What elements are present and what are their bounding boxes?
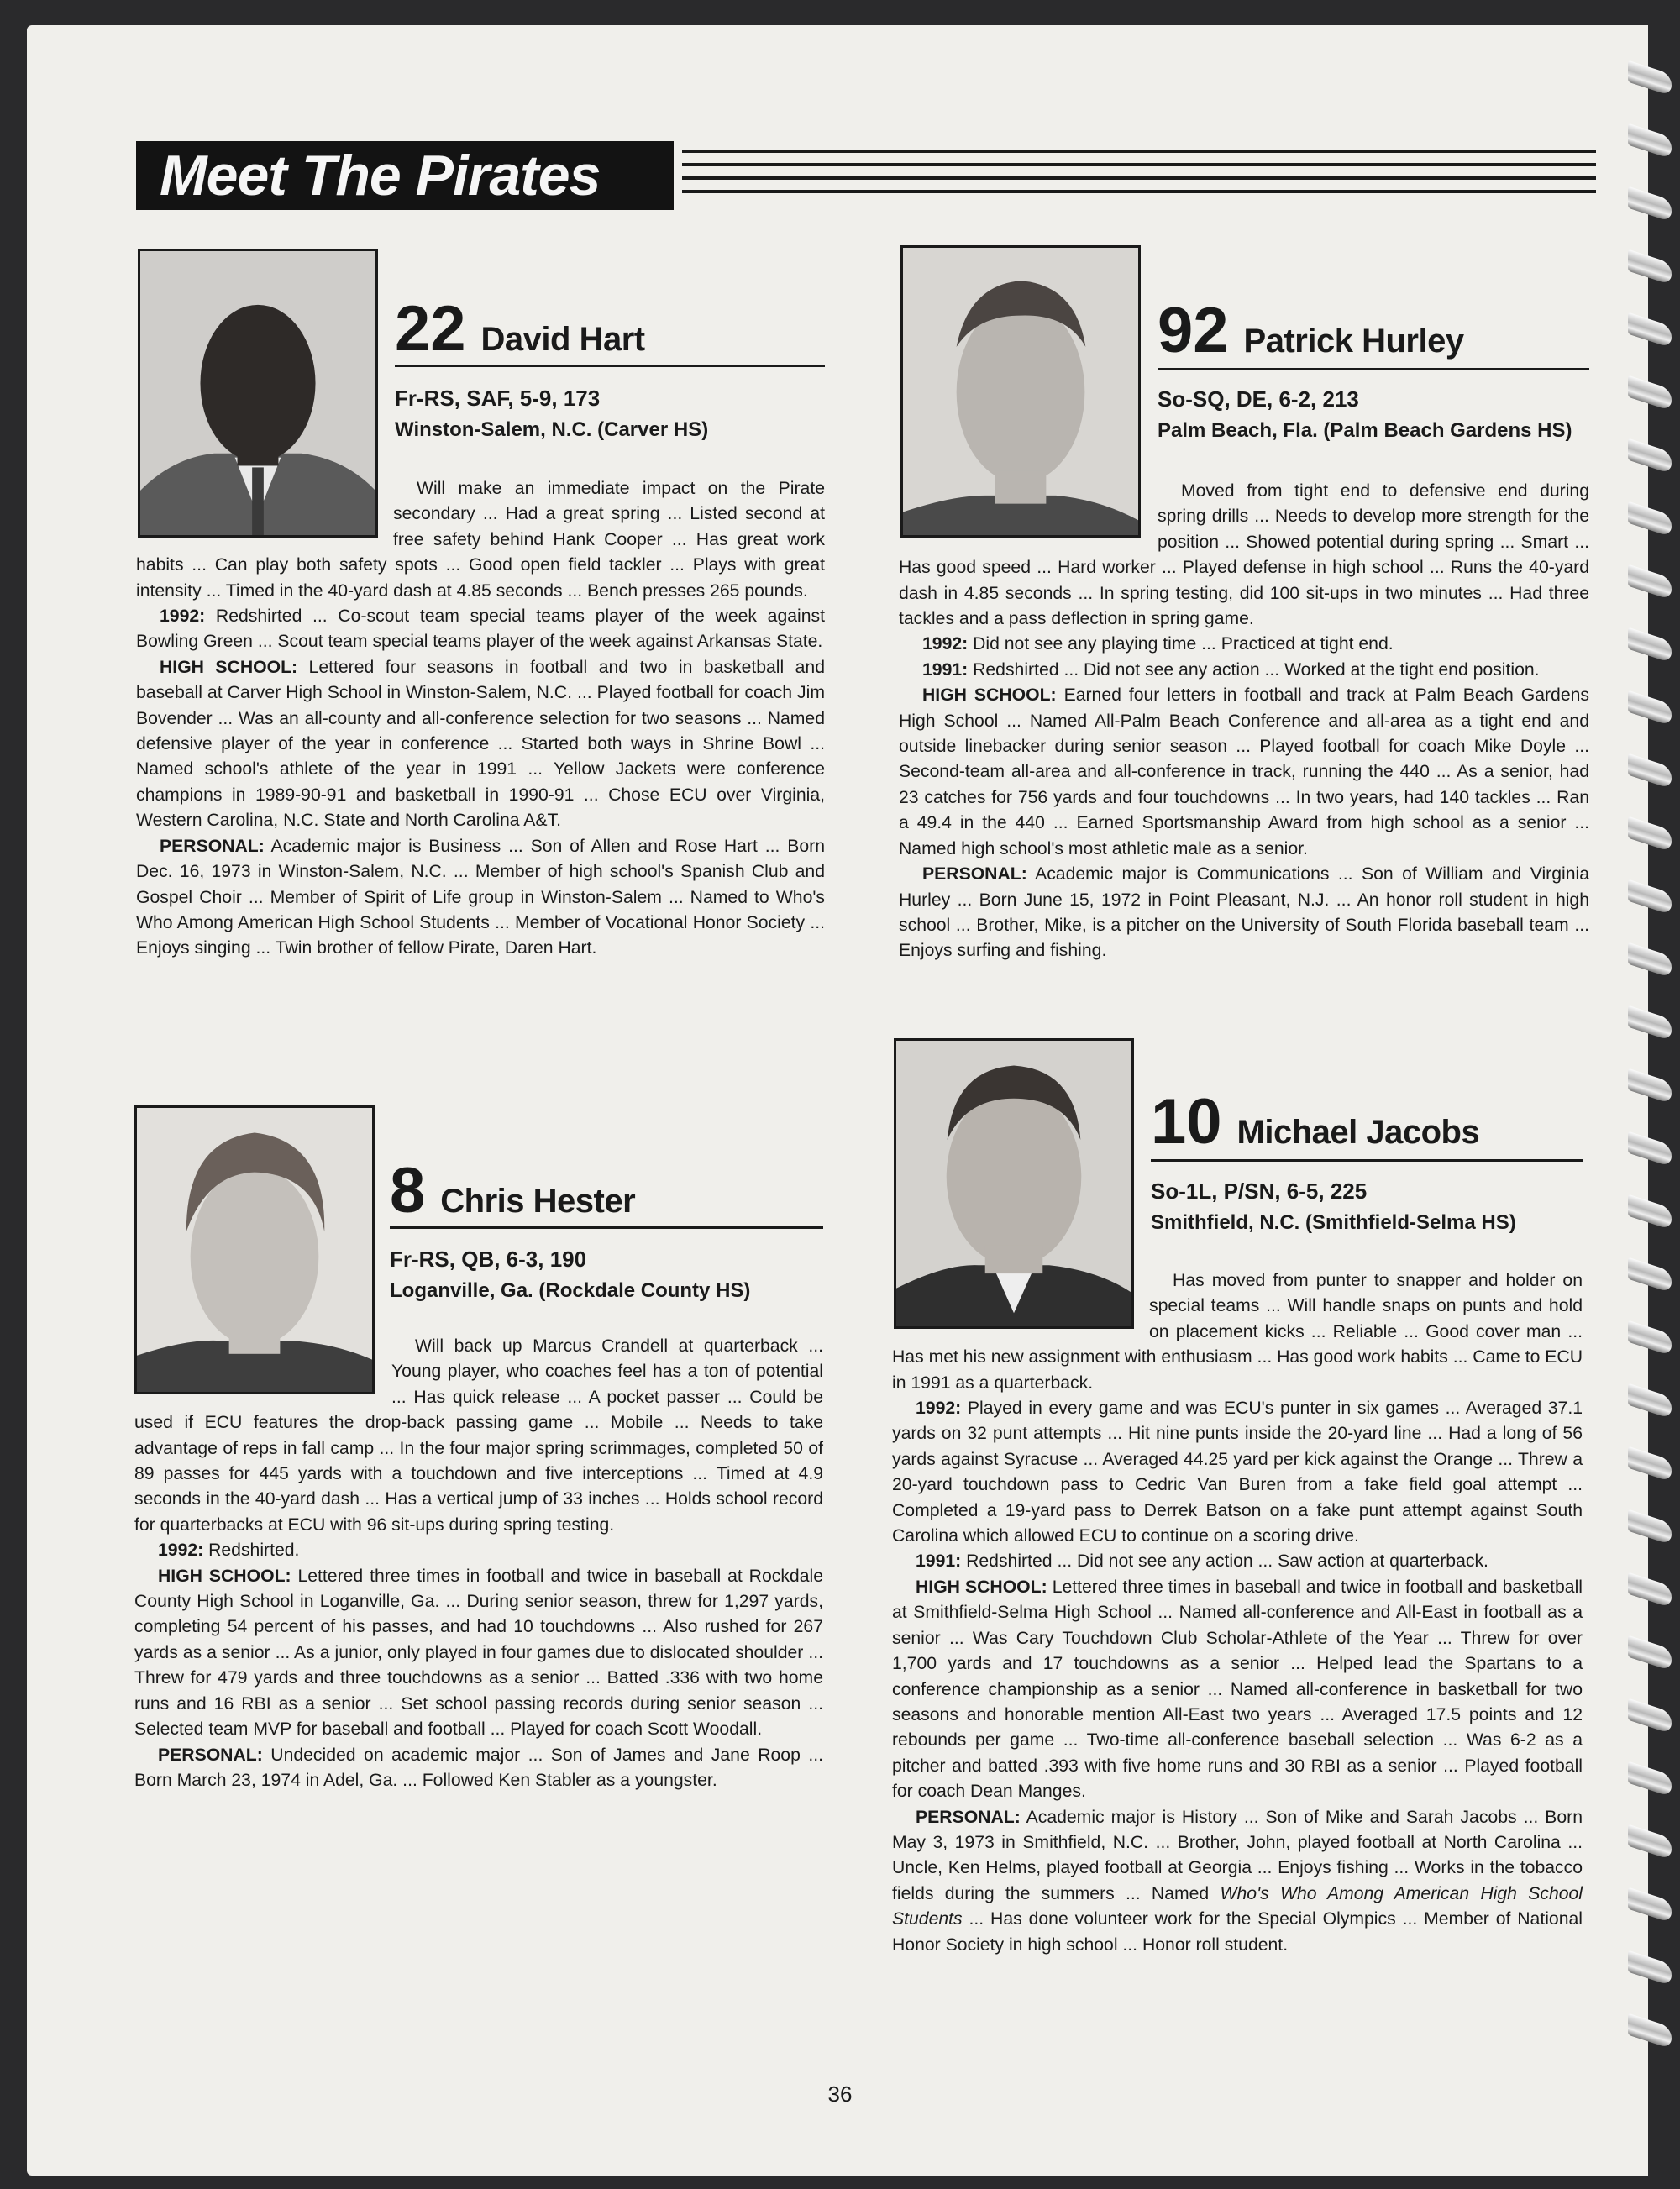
spiral-coil (1628, 186, 1672, 223)
player-bio-jacobs (892, 1268, 1583, 1958)
bio-text: Redshirted ... Did not see any action ... Worked at the tight end position. (973, 659, 1540, 680)
player-vitals: Fr-RS, SAF, 5-9, 173 (395, 386, 601, 411)
bio-text: Redshirted. (208, 1541, 300, 1561)
spiral-coil (1628, 1068, 1672, 1105)
spiral-coil (1628, 627, 1672, 664)
spiral-coil (1628, 1635, 1672, 1672)
bio-label: HIGH SCHOOL: (922, 685, 1057, 706)
header-rule-lines (682, 150, 1596, 203)
spiral-coil (1628, 1761, 1672, 1798)
spiral-coil (1628, 753, 1672, 790)
spiral-coil (1628, 879, 1672, 916)
spiral-coil (1628, 249, 1672, 286)
spiral-coil (1628, 312, 1672, 349)
bio-label: 1992: (158, 1541, 204, 1561)
bio-label: PERSONAL: (916, 1807, 1021, 1827)
heading-rule (1158, 368, 1589, 370)
bio-text: Academic major is History ... Son of Mike and Sarah Jacobs ... Born May 3, 1973 in Smithfield, N.C. ... Brother, John, played football at North Carolina ... Uncle, Ken Helms, played football at Georgia ... Enjoys fishing ... Works in the tobacco fields during the summers ... Named (892, 1807, 1583, 1903)
player-heading-hart (395, 292, 645, 365)
player-number: 10 (1151, 1086, 1222, 1157)
player-vitals: So-SQ, DE, 6-2, 213 (1158, 386, 1359, 412)
bio-text: Lettered four seasons in football and two in basketball and baseball at Carver High School in Winston-Salem, N.C. ... Played football for coach Jim Bovender ... Was an all-county and all-conference selection for two seasons ... Named defensive player of the year in conference ... Started both ways in Shrine Bowl ... Named school's athlete of the year in 1991 ... Yellow Jackets were conference champions in 1989-90-91 and basketball in 1990-91 ... Chose ECU over Virginia, Western Carolina, N.C. State and North Carolina A&T. (136, 657, 825, 831)
bio-text: Academic major is Communications ... Son of William and Virginia Hurley ... Born June 15, 1972 in Point Pleasant, N.J. ... An honor roll student in high school ... Brother, Mike, is a pitcher on the University of South Florida baseball team ... Enjoys surfing and fishing. (899, 864, 1590, 961)
player-vitals-hart (395, 382, 708, 446)
bio-label: PERSONAL: (160, 836, 265, 856)
bio-text: Played in every game and was ECU's punter in six games ... Averaged 37.1 yards on 32 punt attempts ... Hit nine punts inside the 20-yard line ... Had a long of 56 yards against Syracuse ... Averaged 44.25 yard per kick against the Orange ... Threw a 20-yard touchdown pass to Cedric Van Buren from a fake field goal attempt ... Completed a 19-yard pass to Derrek Batson on a fake punt attempt against South Carolina which allowed ECU to continue on a scoring drive. (892, 1399, 1583, 1546)
bio-label: 1992: (916, 1399, 962, 1419)
bio-text: ... Has done volunteer work for the Special Olympics ... Member of National Honor Society in high school ... Honor roll student. (892, 1909, 1583, 1955)
spiral-coil (1628, 816, 1672, 853)
heading-rule (390, 1226, 823, 1229)
bio-intro: Moved from tight end to defensive end during spring drills ... Needs to develop more strength for the position ... Showed potential during spring ... Smart ... Has good speed ... Hard worker ... Played defense in high school ... Runs the 40-yard dash in 4.85 seconds ... In spring testing, did 100 sit-ups in two minutes ... Had three tackles and a pass deflection in spring game. (899, 481, 1589, 629)
spiral-coil (1628, 1824, 1672, 1861)
spiral-coil (1628, 438, 1672, 475)
player-heading-jacobs (1151, 1085, 1479, 1158)
bio-label: HIGH SCHOOL: (916, 1577, 1047, 1597)
bio-label: 1991: (916, 1551, 962, 1572)
bio-text: Lettered three times in football and twice in baseball at Rockdale County High School in Loganville, Ga. ... During senior season, threw for 1,297 yards, completing 54 percent of his passes, and had 10 touchdowns ... Also rushed for 267 yards as a senior ... As a junior, only played in four games due to dislocated shoulder ... Threw for 479 yards and three touchdowns as a senior ... Batted .336 with two home runs and 16 RBI as a senior ... Set school passing records during senior season ... Selected team MVP for baseball and football ... Played for coach Scott Woodall. (134, 1566, 823, 1740)
page-title: Meet The Pirates (136, 141, 674, 210)
spiral-coil (1628, 60, 1672, 97)
bio-intro: Will back up Marcus Crandell at quarterback ... Young player, who coaches feel has a ton of potential ... Has quick release ... A pocket passer ... Could be used if ECU features the drop-back passing game ... Mobile ... Needs to take advantage of reps in fall camp ... In the four major spring scrimmages, completed 50 of 89 passes for 445 yards with a touchdown and five interceptions ... Timed at 4.9 seconds in the 40-yard dash ... Has a vertical jump of 33 inches ... Holds school record for quarterbacks at ECU with 96 sit-ups during spring testing. (134, 1336, 823, 1535)
spiral-coil (1628, 942, 1672, 979)
player-vitals-hurley (1158, 383, 1572, 447)
spiral-coil (1628, 1383, 1672, 1420)
bio-label: PERSONAL: (922, 864, 1027, 885)
spiral-coil (1628, 1320, 1672, 1357)
player-vitals: Fr-RS, QB, 6-3, 190 (390, 1247, 587, 1272)
player-vitals-jacobs (1151, 1175, 1516, 1239)
bio-intro: Will make an immediate impact on the Pirate secondary ... Had a great spring ... Listed second at free safety behind Hank Cooper ... Has great work habits ... Can play both safety spots ... Good open field tackler ... Plays with great intensity ... Timed in the 40-yard dash at 4.85 seconds ... Bench presses 265 pounds. (136, 479, 825, 601)
bio-text: Redshirted ... Co-scout team special teams player of the week against Bowling Green ... Scout team special teams player of the week against Arkansas State. (136, 606, 825, 652)
player-name: Patrick Hurley (1243, 323, 1464, 360)
bio-italic-text: Who's Who Among American High School Students (892, 1883, 1583, 1929)
player-number: 8 (390, 1155, 426, 1226)
bio-text: Redshirted ... Did not see any action ... Saw action at quarterback. (966, 1551, 1488, 1572)
spiral-coil (1628, 1257, 1672, 1294)
player-heading-hurley (1158, 294, 1464, 367)
spiral-coil (1628, 1194, 1672, 1231)
player-hometown: Palm Beach, Fla. (Palm Beach Gardens HS) (1158, 419, 1572, 442)
bio-text: Did not see any playing time ... Practiced at tight end. (973, 634, 1394, 654)
spiral-coil (1628, 1131, 1672, 1168)
player-heading-hester (390, 1154, 635, 1227)
page-number: 36 (827, 2081, 853, 2107)
spiral-coil (1628, 501, 1672, 538)
spiral-coil (1628, 1005, 1672, 1042)
player-number: 22 (395, 293, 466, 365)
bio-label: HIGH SCHOOL: (158, 1566, 291, 1586)
player-bio-hart (136, 476, 825, 962)
bio-label: 1991: (922, 659, 969, 680)
player-hometown: Loganville, Ga. (Rockdale County HS) (390, 1279, 751, 1302)
bio-text: Earned four letters in football and track at Palm Beach Gardens High School ... Named All-Palm Beach Conference and all-area as a tight end and outside linebacker during senior season ... Played football for coach Mike Doyle ... Second-team all-area and all-conference in track, running the 440 ... As a senior, had 23 catches for 756 yards and four touchdowns ... In two years, had 140 tackles ... Ran a 49.4 in the 440 ... Earned Sportsmanship Award from high school as a senior ... Named high school's most athletic male as a senior. (899, 685, 1589, 858)
spiral-coil (1628, 375, 1672, 412)
player-name: Chris Hester (440, 1183, 636, 1220)
spiral-coil (1628, 1698, 1672, 1735)
page-header (136, 141, 1596, 210)
player-bio-hurley (899, 479, 1589, 964)
spiral-coil (1628, 1572, 1672, 1609)
spiral-coil (1628, 123, 1672, 160)
bio-label: 1992: (160, 606, 206, 627)
heading-rule (395, 365, 825, 367)
heading-rule (1151, 1159, 1583, 1162)
player-number: 92 (1158, 295, 1229, 366)
bio-text: Lettered three times in baseball and twice in football and basketball at Smithfield-Selma High School ... Named all-conference and All-East in football as a senior ... Was Cary Touchdown Club Scholar-Athlete of the Year ... Threw for over 1,700 yards and 17 touchdowns as a senior ... Helped lead the Spartans to a conference championship as a senior ... Named all-conference in basketball for two seasons and honorable mention All-East two years ... Averaged 17.5 points and 12 rebounds per game ... Two-time all-conference baseball selection ... Was 6-2 as a pitcher and batted .393 with five home runs and 30 RBI as a senior ... Played football for coach Dean Manges. (892, 1577, 1583, 1802)
spiral-coil (1628, 564, 1672, 601)
player-hometown: Winston-Salem, N.C. (Carver HS) (395, 418, 709, 441)
spiral-coil (1628, 1509, 1672, 1546)
spiral-coil (1628, 690, 1672, 727)
bio-label: PERSONAL: (158, 1745, 263, 1765)
spiral-coil (1628, 1446, 1672, 1483)
player-bio-hester (134, 1334, 823, 1793)
bio-label: HIGH SCHOOL: (160, 657, 298, 677)
player-vitals-hester (390, 1243, 750, 1307)
bio-text: Undecided on academic major ... Son of James and Jane Roop ... Born March 23, 1974 in Adel, Ga. ... Followed Ken Stabler as a youngster. (134, 1745, 823, 1790)
spiral-coil (1628, 1887, 1672, 1924)
spiral-coil (1628, 1950, 1672, 1987)
player-hometown: Smithfield, N.C. (Smithfield-Selma HS) (1151, 1211, 1516, 1234)
spiral-binding (1621, 67, 1680, 2134)
player-name: David Hart (480, 321, 645, 358)
spiral-coil (1628, 2013, 1672, 2050)
player-vitals: So-1L, P/SN, 6-5, 225 (1151, 1178, 1368, 1204)
player-name: Michael Jacobs (1236, 1114, 1480, 1151)
bio-intro: Has moved from punter to snapper and holder on special teams ... Will handle snaps on punts and hold on placement kicks ... Reliable ... Good cover man ... Has met his new assignment with enthusiasm ... Has good work habits ... Came to ECU in 1991 as a quarterback. (892, 1271, 1583, 1393)
bio-label: 1992: (922, 634, 969, 654)
bio-text: Academic major is Business ... Son of Allen and Rose Hart ... Born Dec. 16, 1973 in Winston-Salem, N.C. ... Member of high school's Spanish Club and Gospel Choir ... Member of Spirit of Life group in Winston-Salem ... Named to Who's Who Among American High School Students ... Member of Vocational Honor Society ... Enjoys singing ... Twin brother of fellow Pirate, Daren Hart. (136, 836, 825, 958)
